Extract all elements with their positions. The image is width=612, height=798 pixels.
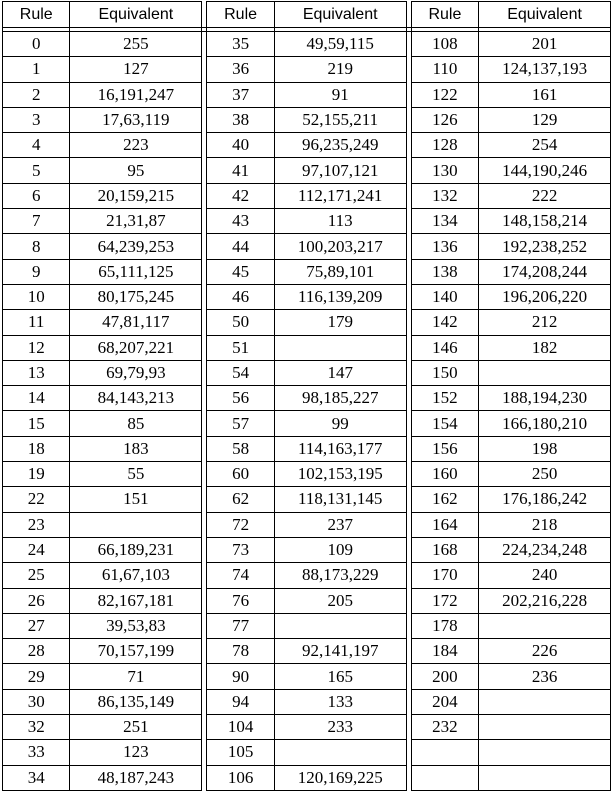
- rule-cell: 2: [3, 82, 70, 107]
- equivalent-cell: 226: [479, 639, 611, 664]
- equivalent-cell: [479, 740, 611, 765]
- equivalent-cell: 109: [274, 537, 406, 562]
- table-body: [3, 32, 611, 791]
- equivalent-cell: [479, 689, 611, 714]
- equivalent-cell: 75,89,101: [274, 259, 406, 284]
- rule-cell: 14: [3, 386, 70, 411]
- equivalent-cell: 123: [70, 740, 202, 765]
- equivalent-cell: 127: [70, 57, 202, 82]
- rule-cell: 28: [3, 639, 70, 664]
- equivalent-cell: 202,216,228: [479, 588, 611, 613]
- equivalent-cell: 251: [70, 715, 202, 740]
- rule-cell: 19: [3, 462, 70, 487]
- equivalent-cell: 47,81,117: [70, 310, 202, 335]
- rule-cell: 104: [207, 715, 274, 740]
- equivalent-cell: 233: [274, 715, 406, 740]
- table-row: [3, 765, 611, 790]
- table-row: [3, 689, 611, 714]
- rule-cell: 41: [207, 158, 274, 183]
- rule-cell: 74: [207, 563, 274, 588]
- equivalent-cell: 237: [274, 512, 406, 537]
- equivalent-cell: 80,175,245: [70, 284, 202, 309]
- equivalent-cell: 198: [479, 436, 611, 461]
- rule-cell: 130: [411, 158, 478, 183]
- header-equivalent-2: Equivalent: [274, 2, 406, 28]
- rule-cell: 62: [207, 487, 274, 512]
- equivalent-cell: 69,79,93: [70, 360, 202, 385]
- equivalent-cell: 99: [274, 411, 406, 436]
- rule-cell: 146: [411, 335, 478, 360]
- rule-cell: 50: [207, 310, 274, 335]
- rule-cell: 60: [207, 462, 274, 487]
- equivalent-cell: 114,163,177: [274, 436, 406, 461]
- rule-cell: 156: [411, 436, 478, 461]
- rule-cell: 200: [411, 664, 478, 689]
- rule-cell: 7: [3, 209, 70, 234]
- equivalent-cell: [274, 335, 406, 360]
- rule-cell: 73: [207, 537, 274, 562]
- rule-cell: 168: [411, 537, 478, 562]
- table-row: [3, 639, 611, 664]
- equivalent-cell: 196,206,220: [479, 284, 611, 309]
- rule-cell: 122: [411, 82, 478, 107]
- rule-cell: 37: [207, 82, 274, 107]
- rule-cell: 162: [411, 487, 478, 512]
- rule-cell: 12: [3, 335, 70, 360]
- rule-cell: 90: [207, 664, 274, 689]
- equivalent-cell: 188,194,230: [479, 386, 611, 411]
- equivalent-cell: 166,180,210: [479, 411, 611, 436]
- equivalent-cell: 161: [479, 82, 611, 107]
- rule-cell: 142: [411, 310, 478, 335]
- rule-cell: 4: [3, 133, 70, 158]
- equivalent-cell: 165: [274, 664, 406, 689]
- equivalent-cell: 91: [274, 82, 406, 107]
- equivalent-cell: 66,189,231: [70, 537, 202, 562]
- rule-cell: 42: [207, 183, 274, 208]
- equivalent-cell: 82,167,181: [70, 588, 202, 613]
- rule-cell: 57: [207, 411, 274, 436]
- table-row: [3, 183, 611, 208]
- equivalent-cell: 236: [479, 664, 611, 689]
- equivalent-cell: 222: [479, 183, 611, 208]
- equivalent-cell: 205: [274, 588, 406, 613]
- equivalent-cell: 97,107,121: [274, 158, 406, 183]
- equivalent-cell: 219: [274, 57, 406, 82]
- rule-cell: [411, 765, 478, 790]
- rule-cell: 204: [411, 689, 478, 714]
- table-row: [3, 360, 611, 385]
- equivalent-cell: 182: [479, 335, 611, 360]
- rule-cell: 150: [411, 360, 478, 385]
- rule-cell: 76: [207, 588, 274, 613]
- rule-cell: 1: [3, 57, 70, 82]
- rule-cell: 138: [411, 259, 478, 284]
- rule-cell: 170: [411, 563, 478, 588]
- equivalent-cell: 201: [479, 32, 611, 57]
- rule-cell: 35: [207, 32, 274, 57]
- rule-cell: 40: [207, 133, 274, 158]
- equivalent-cell: 96,235,249: [274, 133, 406, 158]
- header-row: [3, 2, 611, 28]
- rule-cell: 134: [411, 209, 478, 234]
- equivalent-cell: [479, 715, 611, 740]
- rule-cell: 29: [3, 664, 70, 689]
- rule-cell: 9: [3, 259, 70, 284]
- equivalent-cell: 112,171,241: [274, 183, 406, 208]
- rule-cell: 178: [411, 613, 478, 638]
- equivalent-cell: 116,139,209: [274, 284, 406, 309]
- rule-cell: 51: [207, 335, 274, 360]
- rule-cell: 26: [3, 588, 70, 613]
- table-row: [3, 107, 611, 132]
- rule-cell: 72: [207, 512, 274, 537]
- equivalent-cell: 21,31,87: [70, 209, 202, 234]
- rule-cell: 6: [3, 183, 70, 208]
- table-row: [3, 133, 611, 158]
- rule-cell: 27: [3, 613, 70, 638]
- equivalent-cell: 71: [70, 664, 202, 689]
- table-row: [3, 512, 611, 537]
- equivalent-cell: 98,185,227: [274, 386, 406, 411]
- rule-cell: 128: [411, 133, 478, 158]
- equivalent-cell: [479, 613, 611, 638]
- equivalent-cell: 88,173,229: [274, 563, 406, 588]
- rule-cell: 22: [3, 487, 70, 512]
- rule-cell: 110: [411, 57, 478, 82]
- rule-cell: 136: [411, 234, 478, 259]
- equivalent-cell: 240: [479, 563, 611, 588]
- rule-cell: 140: [411, 284, 478, 309]
- equivalent-cell: 124,137,193: [479, 57, 611, 82]
- equivalent-cell: 64,239,253: [70, 234, 202, 259]
- rule-cell: 30: [3, 689, 70, 714]
- rule-cell: 13: [3, 360, 70, 385]
- equivalent-cell: 254: [479, 133, 611, 158]
- rule-cell: 184: [411, 639, 478, 664]
- table-row: [3, 537, 611, 562]
- table-row: [3, 715, 611, 740]
- rule-cell: 34: [3, 765, 70, 790]
- equivalent-cell: 144,190,246: [479, 158, 611, 183]
- table-row: [3, 487, 611, 512]
- equivalent-cell: 129: [479, 107, 611, 132]
- equivalent-cell: 68,207,221: [70, 335, 202, 360]
- equivalent-cell: 179: [274, 310, 406, 335]
- rule-cell: 5: [3, 158, 70, 183]
- table-row: [3, 462, 611, 487]
- equivalent-cell: 148,158,214: [479, 209, 611, 234]
- equivalent-cell: 151: [70, 487, 202, 512]
- equivalent-cell: 17,63,119: [70, 107, 202, 132]
- header-rule-2: Rule: [207, 2, 274, 28]
- rule-cell: 43: [207, 209, 274, 234]
- rule-cell: 38: [207, 107, 274, 132]
- equivalent-cell: 133: [274, 689, 406, 714]
- rule-cell: 11: [3, 310, 70, 335]
- rule-cell: 23: [3, 512, 70, 537]
- table-row: [3, 209, 611, 234]
- equivalent-cell: 192,238,252: [479, 234, 611, 259]
- rule-cell: 152: [411, 386, 478, 411]
- rule-cell: 45: [207, 259, 274, 284]
- table-row: [3, 234, 611, 259]
- rule-cell: 8: [3, 234, 70, 259]
- table-row: [3, 284, 611, 309]
- equivalent-cell: 255: [70, 32, 202, 57]
- table-row: [3, 310, 611, 335]
- rule-cell: 46: [207, 284, 274, 309]
- rule-cell: 15: [3, 411, 70, 436]
- equivalent-cell: 250: [479, 462, 611, 487]
- equivalent-cell: 212: [479, 310, 611, 335]
- equivalent-cell: 52,155,211: [274, 107, 406, 132]
- rule-cell: 3: [3, 107, 70, 132]
- header-rule-3: Rule: [411, 2, 478, 28]
- table-row: [3, 411, 611, 436]
- rule-cell: 126: [411, 107, 478, 132]
- rule-cell: 164: [411, 512, 478, 537]
- rule-cell: 10: [3, 284, 70, 309]
- table-row: [3, 158, 611, 183]
- rule-cell: 78: [207, 639, 274, 664]
- equivalent-cell: 85: [70, 411, 202, 436]
- header-equivalent-1: Equivalent: [70, 2, 202, 28]
- rule-cell: 108: [411, 32, 478, 57]
- equivalent-cell: 176,186,242: [479, 487, 611, 512]
- equivalent-cell: 218: [479, 512, 611, 537]
- table-row: [3, 57, 611, 82]
- equivalent-cell: [479, 360, 611, 385]
- equivalent-cell: 84,143,213: [70, 386, 202, 411]
- rule-cell: 105: [207, 740, 274, 765]
- rule-cell: 58: [207, 436, 274, 461]
- rule-cell: 44: [207, 234, 274, 259]
- table-row: [3, 32, 611, 57]
- table-row: [3, 588, 611, 613]
- table-row: [3, 259, 611, 284]
- table-row: [3, 386, 611, 411]
- equivalent-cell: 113: [274, 209, 406, 234]
- rule-equivalence-table: [2, 1, 611, 791]
- equivalent-cell: [274, 613, 406, 638]
- table-row: [3, 563, 611, 588]
- equivalent-cell: 39,53,83: [70, 613, 202, 638]
- equivalent-cell: 95: [70, 158, 202, 183]
- rule-cell: 32: [3, 715, 70, 740]
- equivalent-cell: 100,203,217: [274, 234, 406, 259]
- table-row: [3, 436, 611, 461]
- equivalent-cell: 20,159,215: [70, 183, 202, 208]
- equivalent-cell: 92,141,197: [274, 639, 406, 664]
- table-row: [3, 82, 611, 107]
- equivalent-cell: 16,191,247: [70, 82, 202, 107]
- equivalent-cell: 86,135,149: [70, 689, 202, 714]
- rule-cell: 33: [3, 740, 70, 765]
- rule-cell: 18: [3, 436, 70, 461]
- rule-cell: 56: [207, 386, 274, 411]
- equivalent-cell: 174,208,244: [479, 259, 611, 284]
- table-row: [3, 740, 611, 765]
- equivalent-cell: [274, 740, 406, 765]
- rule-cell: 54: [207, 360, 274, 385]
- equivalent-cell: 120,169,225: [274, 765, 406, 790]
- equivalent-cell: 183: [70, 436, 202, 461]
- header-equivalent-3: Equivalent: [479, 2, 611, 28]
- equivalent-cell: 102,153,195: [274, 462, 406, 487]
- rule-cell: 94: [207, 689, 274, 714]
- equivalent-cell: 65,111,125: [70, 259, 202, 284]
- equivalent-cell: [70, 512, 202, 537]
- rule-cell: [411, 740, 478, 765]
- equivalent-cell: 61,67,103: [70, 563, 202, 588]
- equivalent-cell: 70,157,199: [70, 639, 202, 664]
- rule-cell: 36: [207, 57, 274, 82]
- rule-cell: 172: [411, 588, 478, 613]
- rule-cell: 154: [411, 411, 478, 436]
- rule-cell: 160: [411, 462, 478, 487]
- rule-cell: 0: [3, 32, 70, 57]
- equivalent-cell: 224,234,248: [479, 537, 611, 562]
- rule-cell: 132: [411, 183, 478, 208]
- rule-cell: 24: [3, 537, 70, 562]
- header-rule-1: Rule: [3, 2, 70, 28]
- rule-cell: 106: [207, 765, 274, 790]
- table-row: [3, 664, 611, 689]
- equivalent-cell: [479, 765, 611, 790]
- rule-cell: 77: [207, 613, 274, 638]
- equivalent-cell: 55: [70, 462, 202, 487]
- equivalent-cell: 223: [70, 133, 202, 158]
- equivalent-cell: 49,59,115: [274, 32, 406, 57]
- equivalent-cell: 118,131,145: [274, 487, 406, 512]
- equivalent-cell: 48,187,243: [70, 765, 202, 790]
- rule-cell: 25: [3, 563, 70, 588]
- table-row: [3, 335, 611, 360]
- table-row: [3, 613, 611, 638]
- equivalent-cell: 147: [274, 360, 406, 385]
- rule-cell: 232: [411, 715, 478, 740]
